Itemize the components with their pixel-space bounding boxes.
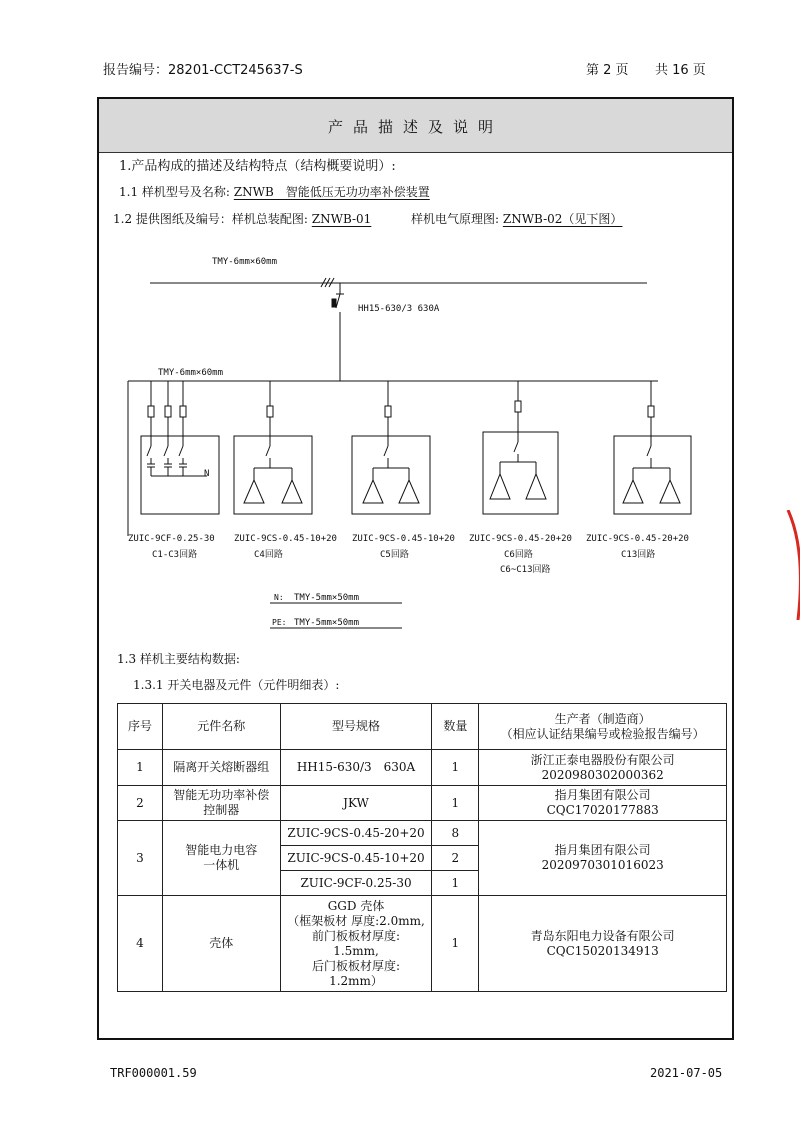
form-code: TRF000001.59 [110,1066,197,1080]
row1-no: 1 [118,750,163,786]
row3-no: 3 [118,821,163,896]
header-maker [479,704,727,750]
breaker-blade [336,294,340,308]
row1-cert: 2020980302000362 [541,767,664,782]
row4-model-line2: （框架板材 厚度:2.0mm, [287,913,425,928]
section-1-2-label: 1.2 提供图纸及编号：样机总装配图: [113,212,308,226]
table-row [118,821,727,846]
report-number: 报告编号：28201-CCT245637-S [103,63,303,78]
page-title: 产品描述及说明 [327,118,503,136]
unit-2-schematic [234,381,312,514]
row2-qty: 1 [432,786,479,821]
unit-1-circuit: C1-C3回路 [152,550,198,560]
row4-model-line3: 前门板板材厚度: [312,928,401,943]
row3-qty-2: 2 [432,846,479,871]
neutral-marker: N [204,469,210,479]
unit-5-circuit: C13回路 [621,550,656,560]
row3-maker [479,821,727,896]
unit-2-circuit: C4回路 [254,550,283,560]
busbar-spec: TMY-6mm×60mm [212,257,278,267]
unit-1-model: ZUIC-9CF-0.25-30 [128,534,215,544]
unit-2-model: ZUIC-9CS-0.45-10+20 [234,534,337,544]
row3-cert: 2020970301016023 [541,858,664,872]
header-maker-line1: 生产者（制造商） [554,711,651,726]
row4-no: 4 [118,896,163,992]
row3-model-1: ZUIC-9CS-0.45-20+20 [280,821,432,846]
row3-name-line2: 一体机 [203,858,240,872]
section-1-3-1: 1.3.1 开关电器及元件（元件明细表）: [133,678,340,692]
report-date: 2021-07-05 [650,1066,723,1080]
schematic-drawing-no: ZNWB-02（见下图） [502,212,623,226]
seal-stamp-edge [786,510,800,620]
header-qty: 数量 [432,704,479,750]
row1-maker [479,750,727,786]
row2-maker [479,786,727,821]
table-row [118,896,727,992]
page-number: 第 2 页 [586,63,629,78]
sub-busbar-spec: TMY-6mm×60mm [158,368,224,378]
row3-maker-name: 指月集团有限公司 [554,843,651,857]
header-model: 型号规格 [280,704,432,750]
electrical-schematic [99,234,732,634]
row4-cert: CQC15020134913 [546,943,659,958]
row1-maker-name: 浙江正泰电器股份有限公司 [530,752,675,767]
n-bus-spec: TMY-5mm×50mm [294,593,360,603]
row2-name [162,786,280,821]
section-1-1-label: 1.1 样机型号及名称: [119,185,230,199]
unit-4-model: ZUIC-9CS-0.45-20+20 [469,534,572,544]
row3-model-3: ZUIC-9CF-0.25-30 [280,871,432,896]
n-bus-label: N: [274,593,284,602]
row2-model: JKW [280,786,432,821]
row3-name-line1: 智能电力电容 [185,843,258,857]
unit-4-circuit: C6回路 [504,550,533,560]
section-1-2 [113,210,622,227]
row4-model-line4: 1.5mm, [333,943,379,958]
row1-model: HH15-630/3 630A [280,750,432,786]
unit-3-circuit: C5回路 [380,550,409,560]
unit-1-schematic [141,381,219,514]
schematic-label: 样机电气原理图: [410,212,500,226]
table-row [118,786,727,821]
pe-bus-label: PE: [272,618,287,627]
unit-4-range: C6~C13回路 [500,565,551,575]
components-table [117,703,727,992]
row4-maker [479,896,727,992]
row1-name: 隔离开关熔断器组 [162,750,280,786]
unit-3-schematic [352,381,430,514]
table-row [118,750,727,786]
breaker-spec: HH15-630/3 630A [358,304,440,314]
content-frame [97,97,734,1040]
row2-maker-name: 指月集团有限公司 [554,788,651,802]
seal-arc [786,510,800,620]
section-1-3: 1.3 样机主要结构数据: [117,652,240,666]
title-band [99,99,732,153]
assembly-drawing-no: ZNWB-01 [311,212,372,226]
row4-model-line1: GGD 壳体 [327,898,385,913]
header-name: 元件名称 [162,704,280,750]
section-1-heading: 1.产品构成的描述及结构特点（结构概要说明）: [119,159,396,174]
table-header-row [118,704,727,750]
model-name: ZNWB 智能低压无功功率补偿装置 [233,185,430,199]
row2-cert: CQC17020177883 [546,803,659,817]
row2-name-line1: 智能无功功率补偿 [173,788,270,802]
row4-name: 壳体 [162,896,280,992]
row3-name [162,821,280,896]
unit-5-schematic [614,381,691,514]
page-total: 共 16 页 [655,63,706,78]
row3-qty-1: 8 [432,821,479,846]
row4-model-line5: 后门板板材厚度: [312,958,401,973]
section-1-1 [119,183,430,200]
row4-model-line6: 1.2mm） [329,973,383,988]
row3-qty-3: 1 [432,871,479,896]
row2-no: 2 [118,786,163,821]
unit-4-schematic [483,381,558,514]
unit-3-model: ZUIC-9CS-0.45-10+20 [352,534,455,544]
row1-qty: 1 [432,750,479,786]
header-maker-line2: （相应认证结果编号或检验报告编号） [500,726,705,741]
row2-name-line2: 控制器 [203,803,240,817]
header-no: 序号 [118,704,163,750]
row4-maker-name: 青岛东阳电力设备有限公司 [530,928,675,943]
row4-model [280,896,432,992]
row4-qty: 1 [432,896,479,992]
unit-5-model: ZUIC-9CS-0.45-20+20 [586,534,689,544]
row3-model-2: ZUIC-9CS-0.45-10+20 [280,846,432,871]
pe-bus-spec: TMY-5mm×50mm [294,618,360,628]
